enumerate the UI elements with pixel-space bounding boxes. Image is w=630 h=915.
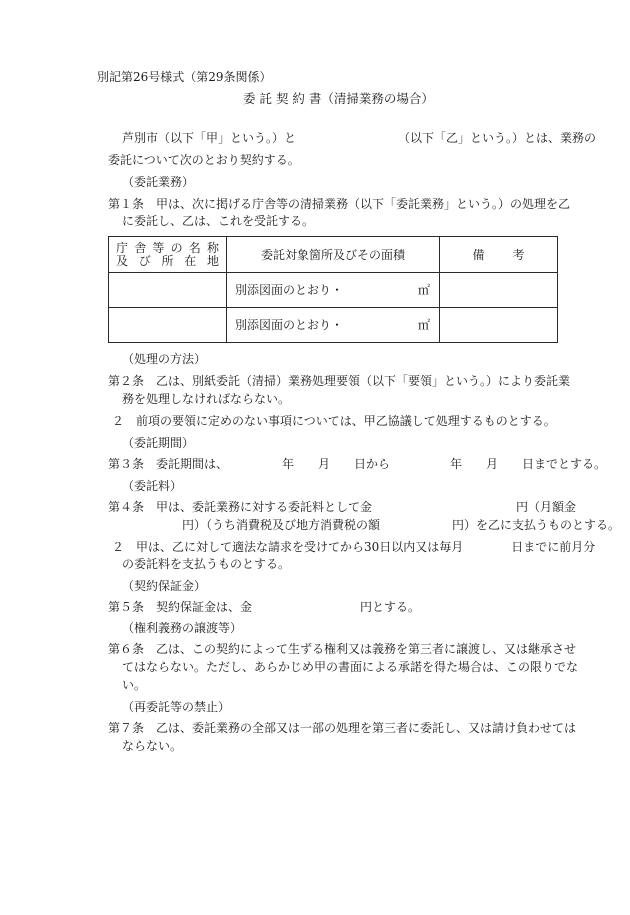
unit-sqm: ㎡ bbox=[417, 318, 430, 332]
article-2-line-2: 務を処理しなければならない。 bbox=[122, 392, 291, 406]
heading-period: （委託期間） bbox=[122, 436, 195, 450]
article-4-line-1: 第４条 甲は、委託業務に対する委託料として金 円（月額金 bbox=[108, 500, 577, 514]
table-cell-remarks bbox=[440, 308, 558, 343]
heading-method: （処理の方法） bbox=[122, 352, 207, 366]
table-cell-remarks bbox=[440, 273, 558, 308]
article-4-line-2: 円）（うち消費税及び地方消費税の額 円）を乙に支払うものとする。 bbox=[122, 518, 621, 532]
table-header-area: 委託対象箇所及びその面積 bbox=[227, 237, 440, 273]
intro-line-1: 芦別市（以下「甲」という。）と （以下「乙」という。）とは、業務の bbox=[122, 131, 597, 145]
unit-sqm: ㎡ bbox=[417, 283, 430, 297]
article-4-para-2-line-1: ２ 甲は、乙に対して適法な請求を受けてから30日以内又は毎月 日までに前月分 bbox=[112, 540, 596, 554]
heading-deposit: （契約保証金） bbox=[122, 579, 207, 593]
article-3: 第３条 委託期間は、 年 月 日から 年 月 日までとする。 bbox=[108, 457, 607, 471]
table-row bbox=[109, 308, 558, 343]
article-6-line-2: てはならない。ただし、あらかじめ甲の書面による承諾を得た場合は、この限りでな bbox=[122, 660, 579, 674]
article-5: 第５条 契約保証金は、金 円とする。 bbox=[108, 600, 421, 614]
table-header-facility: 庁 舎 等 の 名 称 及 び 所 在 地 bbox=[109, 237, 227, 273]
article-1-line-2: に委託し、乙は、これを受託する。 bbox=[122, 214, 315, 228]
article-6-line-3: い。 bbox=[122, 678, 147, 692]
table-cell-facility bbox=[109, 273, 227, 308]
table-row bbox=[109, 273, 558, 308]
work-scope-table bbox=[108, 236, 558, 343]
form-label: 別記第26号様式（第29条関係） bbox=[97, 70, 272, 84]
article-6-line-1: 第６条 乙は、この契約によって生ずる権利又は義務を第三者に譲渡し、又は継承させ bbox=[108, 642, 577, 656]
heading-scope: （委託業務） bbox=[122, 175, 195, 189]
article-7-line-2: ならない。 bbox=[122, 739, 183, 753]
document-title: 委 託 契 約 書（清掃業務の場合） bbox=[243, 91, 434, 106]
table-cell-facility bbox=[109, 308, 227, 343]
heading-transfer: （権利義務の譲渡等） bbox=[122, 621, 243, 635]
article-4-para-2-line-2: の委託料を支払うものとする。 bbox=[122, 557, 291, 571]
intro-line-2: 委託について次のとおり契約する。 bbox=[108, 153, 300, 167]
table-header-remarks: 備考 bbox=[440, 237, 558, 273]
heading-subcontract: （再委託等の禁止） bbox=[122, 700, 231, 714]
heading-fee: （委託料） bbox=[122, 479, 183, 493]
table-cell-area: 別添図面のとおり・ ㎡ bbox=[227, 273, 440, 308]
article-1-line-1: 第１条 甲は、次に掲げる庁舎等の清掃業務（以下「委託業務」という。）の処理を乙 bbox=[108, 197, 571, 211]
article-7-line-1: 第７条 乙は、委託業務の全部又は一部の処理を第三者に委託し、又は請け負わせては bbox=[108, 721, 577, 735]
table-cell-area: 別添図面のとおり・ ㎡ bbox=[227, 308, 440, 343]
article-2-line-1: 第２条 乙は、別紙委託（清掃）業務処理要領（以下「要領」という。）により委託業 bbox=[108, 374, 571, 388]
article-2-para-2: ２ 前項の要領に定めのない事項については、甲乙協議して処理するものとする。 bbox=[112, 414, 556, 428]
